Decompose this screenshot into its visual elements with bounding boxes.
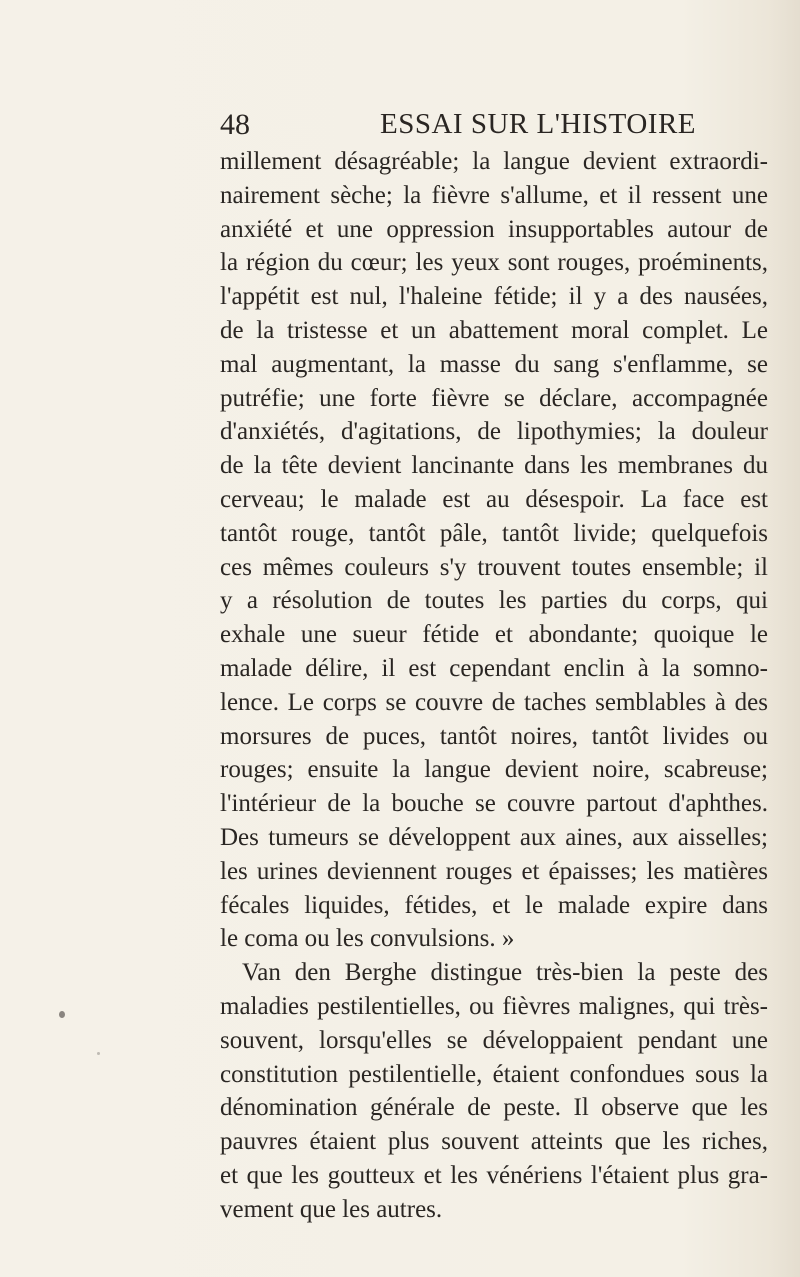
paper-speck — [97, 1052, 100, 1055]
text-line: putréfie; une forte fièvre se déclare, accompagnée — [220, 384, 768, 412]
text-line: y a résolution de toutes les parties du corps, qui — [220, 587, 768, 615]
text-line: maladies pestilentielles, ou fièvres malignes, qui très- — [220, 992, 768, 1020]
text-line: lence. Le corps se couvre de taches semblables à des — [220, 688, 768, 716]
text-line: les urines deviennent rouges et épaisses; les matières — [220, 857, 768, 885]
text-line: ces mêmes couleurs s'y trouvent toutes ensemble; il — [220, 553, 768, 581]
text-line: anxiété et une oppression insupportables autour de — [220, 215, 768, 243]
text-line: l'intérieur de la bouche se couvre partout d'aphthes. — [220, 790, 768, 818]
paragraph-start-line: Van den Berghe distingue très-bien la peste des — [242, 959, 768, 987]
paper-speck — [59, 1011, 65, 1018]
text-line: de la tête devient lancinante dans les membranes du — [220, 452, 768, 480]
text-line: et que les goutteux et les vénériens l'étaient plus gra- — [220, 1161, 768, 1189]
page-number: 48 — [220, 108, 250, 141]
text-line: dénomination générale de peste. Il observe que les — [220, 1094, 768, 1122]
text-line: fécales liquides, fétides, et le malade expire dans — [220, 891, 768, 919]
text-line: pauvres étaient plus souvent atteints que les riches, — [220, 1128, 768, 1156]
text-line: l'appétit est nul, l'haleine fétide; il y a des nausées, — [220, 283, 768, 311]
text-line: cerveau; le malade est au désespoir. La face est — [220, 485, 768, 513]
text-line: vement que les autres. — [220, 1195, 443, 1223]
text-line: exhale une sueur fétide et abondante; quoique le — [220, 621, 768, 649]
text-line: millement désagréable; la langue devient extraordi- — [220, 148, 768, 175]
text-line: mal augmentant, la masse du sang s'enflamme, se — [220, 350, 768, 378]
running-head — [220, 108, 780, 148]
text-line: de la tristesse et un abattement moral complet. Le — [220, 316, 768, 344]
text-line: Des tumeurs se développent aux aines, aux aisselles; — [220, 823, 768, 851]
body-text — [220, 145, 768, 1227]
text-line: d'anxiétés, d'agitations, de lipothymies; la douleur — [220, 418, 768, 446]
text-line: malade délire, il est cependant enclin à la somno- — [220, 654, 768, 682]
text-line: tantôt rouge, tantôt pâle, tantôt livide; quelquefois — [220, 519, 768, 547]
text-line: constitution pestilentielle, étaient confondues sous la — [220, 1060, 768, 1088]
text-line: nairement sèche; la fièvre s'allume, et il ressent une — [220, 181, 768, 209]
text-line: morsures de puces, tantôt noires, tantôt livides ou — [220, 722, 768, 750]
running-title: ESSAI SUR L'HISTOIRE — [380, 108, 697, 140]
text-line: la région du cœur; les yeux sont rouges, proéminents, — [220, 249, 768, 277]
text-line: le coma ou les convulsions. » — [220, 925, 515, 953]
text-line: souvent, lorsqu'elles se développaient pendant une — [220, 1026, 768, 1054]
text-line: rouges; ensuite la langue devient noire, scabreuse; — [220, 756, 768, 784]
